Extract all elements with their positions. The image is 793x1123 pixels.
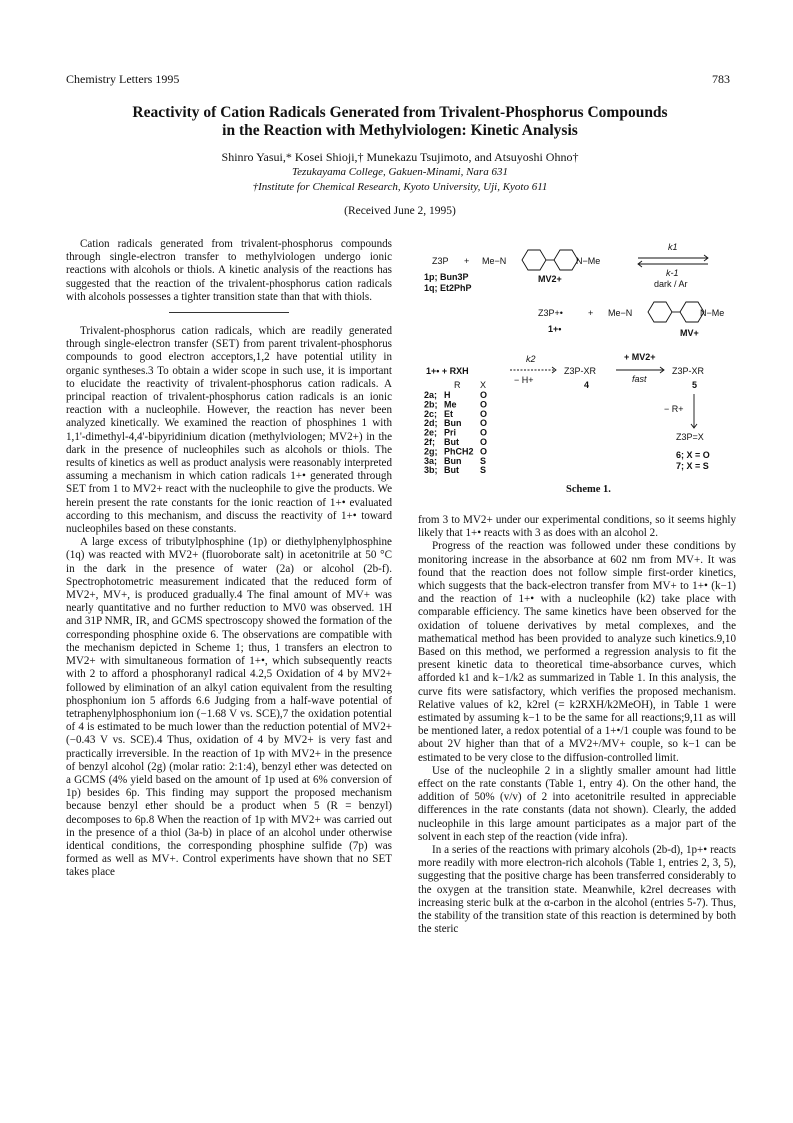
scheme-fast: fast [632,374,647,384]
body-paragraph: A large excess of tributylphosphine (1p) or diethylphenylphosphine (1q) was reacted with MV2+ (fluoroborate salt) in acetonitrile at 50 °C in the dark in the presence of water (2a) or alcohol (2b-f). Spectrophotometric measurement indicated that the reduced form of MV2+, MV+, is produced gradually.4 The final amount of MV+ was nearly quantitative and no further reduction to MV0 was observed. 1H and 31P NMR, IR, and GCMS spectroscopy showed the formation of the corresponding phosphine oxide 6. The observations are compatible with the mechanism depicted in Scheme 1; thus, 1 transfers an electron to MV2+ with simultaneous formation of 1+•, which subsequently reacts with 2 to afford a phosphoranyl radical 4.2,5 Oxidation of 4 by MV2+ followed by elimination of an alkyl cation equivalent from the resulting phosphonium ion 5 affords 6.6 Judging from a half-wave potential of tetraphenylphosphonium ion (−1.68 V vs. SCE),7 the oxidation potential of 4 is estimated to be much lower than the reduction potential of MV2+ (−0.43 V vs. SCE).4 Thus, oxidation of 4 by MV2+ is very fast and practically irreversible. In the reaction of 1p with MV2+ in the presence of benzyl alcohol (2g) (molar ratio: 2:1:4), benzyl ether was detected on a GCMS (4% yield based on the amount of 1p used at 6% conversion of 1p) besides 6p. This finding may support the proposed mechanism because benzyl ether should be a product when 5 (R = benzyl) decomposes to 6p.8 When the reaction of 1p with MV2+ was carried out in the presence of a thiol (3a-b) in place of an alcohol under otherwise identical conditions, the corresponding phosphine sulfide (7p) was formed as well as MV+. Control experiments have shown that no SET takes place [66,536,392,879]
scheme-mv-label: MV+ [680,328,699,338]
scheme-dark-ar: dark / Ar [654,279,688,289]
table-cell-x: O [480,437,488,447]
scheme-row3-reactants: 1+• + RXH [426,366,469,376]
scheme-phosphoranyl: Z3P-XR [564,366,597,376]
table-cell-id: 2a; [424,390,438,400]
scheme-figure [418,236,736,501]
left-column [66,238,392,880]
scheme-plus-mv2: + MV2+ [624,352,656,362]
scheme-label-4: 4 [584,380,590,390]
scheme-plus-2: + [588,308,594,318]
scheme-1q: 1q; Et2PhP [424,283,472,293]
table-cell-id: 2f; [424,437,435,447]
paper-title [60,104,740,140]
table-cell-id: 2d; [424,418,438,429]
scheme-minus-r: − R+ [664,404,684,414]
substituent-table [424,390,487,475]
scheme-z3p-radical: Z3P+• [538,308,563,318]
scheme-caption: Scheme 1. [566,484,611,495]
title-line-2: in the Reaction with Methylviologen: Kinetic Analysis [222,122,578,139]
body-paragraph: Progress of the reaction was followed under these conditions by monitoring increase in the absorbance at 602 nm from MV+. It was found that the reaction does not follow simple first-order kinetics, which suggests that the back-electron transfer from MV+ to 1+• (k−1) and the reaction of 1+• with a nucleophile (k2) take place with comparable efficiency. The same kinetics have been observed for the oxidation of toluene derivatives by metal complexes, and the mathematical method has been provided to analyze such kinetics.9,10 Based on this method, we performed a regression analysis to fit the present kinetic data to theoretical time-absorbance curves, which afforded k1 and k−1/k2 as summarized in Table 1. In this analysis, the curve fits were satisfactory, which verifies the proposed mechanism. Relative values of k2, k2rel (= k2RXH/k2MeOH), in Table 1 were estimated by assuming k−1 to be the same for all reactions;9,11 as will be mentioned later, a redox potential of a 1+•/1 couple was found to be about 2V higher than that of a MV2+/MV+ couple, so k−1 can be estimated to be very close to the diffusion-controlled limit. [418,540,736,764]
author-block [100,150,700,195]
table-cell-x: O [480,408,488,419]
page-number: 783 [712,72,730,86]
body-paragraph: In a series of the reactions with primary alcohols (2b-d), 1p+• reacts more readily with more electron-rich alcohols (Table 1, entries 2, 3, 5), suggesting that the positive charge has been transferred considerably to the oxygen at the transition state. Meanwhile, k2rel decreases with increasing steric bulk at the α-carbon in the alcohol (entries 5-7). Thus, the stability of the transition state of this reaction is determined by both the steric [418,844,736,936]
scheme-label-5: 5 [692,380,698,390]
body-paragraph: from 3 to MV2+ under our experimental conditions, so it seems highly likely that 1+• reacts with 3 as does with an alcohol 2. [418,514,736,540]
received-date: (Received June 2, 1995) [344,205,456,217]
abstract: Cation radicals generated from trivalent-phosphorus compounds through single-electron transfer to methylviologen undergo ionic reactions with alcohols or thiols. A kinetic analysis of the reactions has suggested that the reaction of the trivalent-phosphorus cation radicals with alcohols possesses a tighter transition state than that with thiols. [66,238,392,303]
table-head-x: X [480,380,487,390]
table-cell-x: O [480,399,488,410]
pyridinium-ring-1 [522,250,546,270]
table-cell-r: Me [444,399,457,410]
table-cell-x: S [480,465,487,476]
table-cell-r: Pri [444,427,457,438]
table-cell-x: O [480,418,488,429]
scheme-mv2-label: MV2+ [538,274,562,284]
table-cell-id: 2b; [424,399,438,410]
table-cell-r: Bun [444,418,462,429]
table-cell-r: PhCH2 [444,446,474,457]
scheme-k2: k2 [526,354,536,364]
scheme-minus-h: − H+ [514,375,534,385]
author-names: Shinro Yasui,* Kosei Shioji,† Munekazu Tsujimoto, and Atsuyoshi Ohno† [221,150,579,164]
table-cell-r: Et [444,408,453,419]
scheme-1-radical-label: 1+• [548,324,562,334]
scheme-1p: 1p; Bun3P [424,272,469,282]
table-cell-r: H [444,390,451,400]
body-paragraph: Trivalent-phosphorus cation radicals, which are readily generated through single-electron transfer (SET) from parent trivalent-phosphorus compounds to good electron acceptors,1,2 have potential utility in organic syntheses.3 To obtain a wider scope in such use, it is important to elucidate the reactivity of trivalent-phosphorus cation radicals. A principal reaction of trivalent-phosphorus cation radicals is an ionic reaction with a nucleophile. However, the reaction has never been analyzed kinetically. We examined the reaction of phosphines 1 with 1,1'-dimethyl-4,4'-bipyridinium dication (methylviologen; MV2+) in the dark in the presence of nucleophiles such as alcohols or thiols. The results of kinetics as well as product analysis were reasonably interpreted assuming a mechanism in which cation radicals 1+• generated through SET from 1 to MV2+ react with the nucleophile to give the products. We herein present the rate constants for the ionic reaction of 1+• evaluated according to this mechanism, and discuss the reactivity of 1+• toward nucleophiles based on these constants. [66,325,392,536]
scheme-product: Z3P=X [676,432,704,442]
table-cell-id: 2e; [424,427,438,438]
table-cell-r: But [444,465,459,476]
scheme-mv-left: Me−N [608,308,633,318]
reaction-scheme [418,236,736,501]
scheme-plus: + [464,256,470,266]
table-cell-x: S [480,455,487,466]
affiliation-1: Tezukayama College, Gakuen-Minami, Nara 631 [292,166,508,178]
scheme-k-1: k-1 [666,268,679,278]
pyridinyl-ring-1 [648,302,672,322]
scheme-z3p: Z3P [432,256,449,266]
scheme-k1: k1 [668,242,678,252]
scheme-mv2-right: N−Me [576,256,601,266]
table-cell-id: 3a; [424,455,438,466]
body-paragraph: Use of the nucleophile 2 in a slightly smaller amount had little effect on the rate constants (Table 1, entry 4). On the other hand, the addition of 50% (v/v) of 2 into acetonitrile resulted in appreciable differences in the rate constants (data not shown). Clearly, the added nucleophile in this large amount participates as a major part of the solvent in each step of the reaction (vide infra). [418,764,736,843]
scheme-label-7: 7; X = S [676,461,709,471]
scheme-phosphonium: Z3P-XR [672,366,705,376]
title-line-1: Reactivity of Cation Radicals Generated from Trivalent-Phosphorus Compounds [132,104,668,121]
scheme-mv-right: N−Me [700,308,725,318]
scheme-mv2-left: Me−N [482,256,507,266]
table-cell-id: 2g; [424,446,438,457]
table-cell-x: O [480,427,488,438]
table-cell-x: O [480,390,488,400]
scheme-label-6: 6; X = O [676,450,710,460]
pyridinium-ring-2 [554,250,578,270]
table-cell-r: But [444,437,459,447]
table-cell-id: 3b; [424,465,438,476]
journal-name: Chemistry Letters 1995 [66,72,180,86]
affiliation-2: †Institute for Chemical Research, Kyoto University, Uji, Kyoto 611 [252,181,548,193]
table-cell-x: O [480,446,488,457]
table-cell-id: 2c; [424,408,438,419]
table-head-r: R [454,380,461,390]
right-column [418,514,736,937]
table-cell-r: Bun [444,455,462,466]
abstract-divider [169,312,289,313]
